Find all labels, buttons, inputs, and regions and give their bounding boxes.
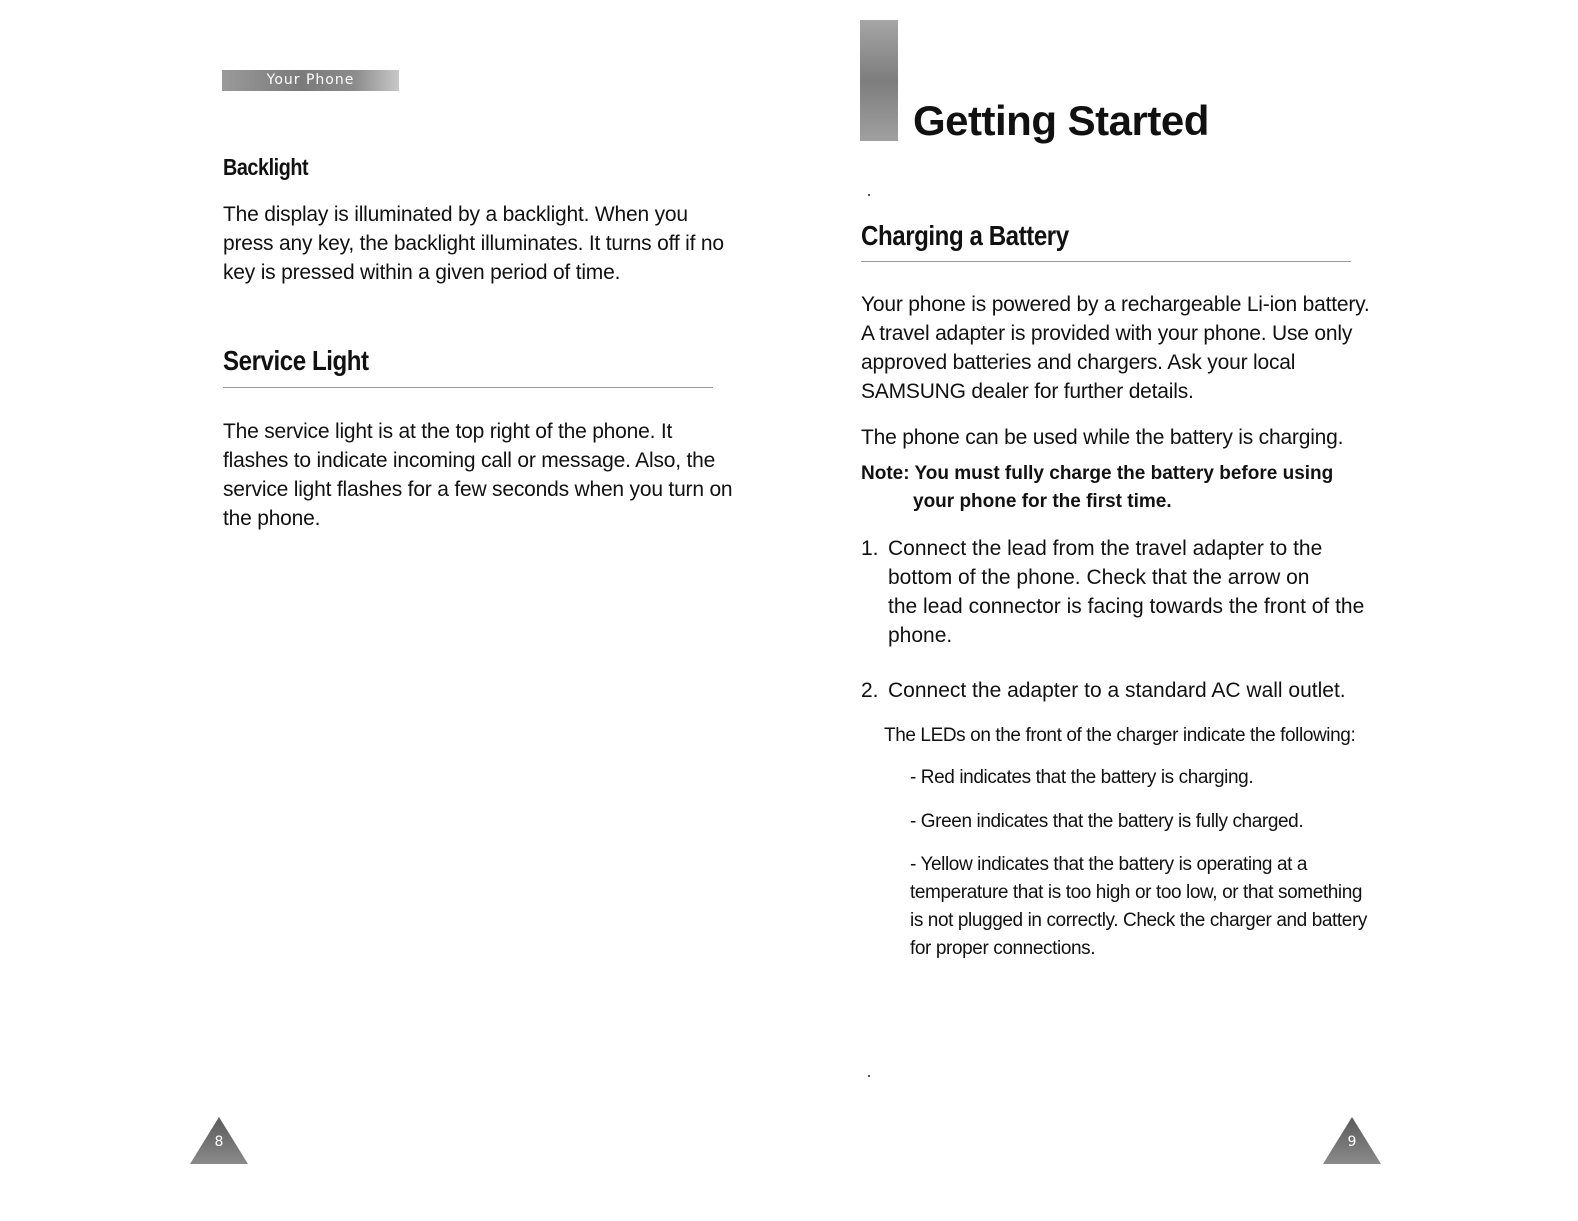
charging-heading: Charging a Battery (861, 220, 1069, 251)
scan-dot (868, 194, 870, 196)
backlight-line: The display is illuminated by a backlight. When you (223, 203, 688, 226)
led-red-line: - Red indicates that the battery is charging. (910, 767, 1254, 788)
scan-dot (868, 1075, 870, 1077)
page-number: 8 (214, 1134, 224, 1150)
step-number: 2. (861, 679, 879, 702)
note-text: You must fully charge the battery before using (914, 463, 1334, 484)
leds-intro (884, 722, 1355, 750)
led-red (910, 764, 1253, 792)
leds-intro-line: The LEDs on the front of the charger indicate the following: (884, 725, 1356, 746)
service-light-paragraph (223, 417, 732, 533)
service-light-line: the phone. (223, 507, 321, 530)
service-light-heading: Service Light (223, 345, 369, 376)
led-yellow (910, 851, 1367, 963)
led-yellow-line: temperature that is too high or too low, or that something (910, 882, 1363, 903)
page-number: 9 (1347, 1134, 1357, 1150)
step-number: 1. (861, 537, 879, 560)
charging-intro (861, 290, 1370, 406)
step-1 (861, 534, 1365, 650)
step-2 (861, 676, 1351, 706)
charging-intro-line: SAMSUNG dealer for further details. (861, 380, 1194, 403)
charging-intro-line: A travel adapter is provided with your phone. Use only (861, 322, 1353, 345)
note (861, 460, 1333, 516)
step-1-line: bottom of the phone. Check that the arrow on (888, 566, 1310, 589)
service-light-rule (223, 387, 713, 388)
led-green-line: - Green indicates that the battery is fully charged. (910, 811, 1304, 832)
chapter-title: Getting Started (913, 97, 1209, 144)
led-yellow-line: for proper connections. (910, 938, 1096, 959)
backlight-line: press any key, the backlight illuminates. It turns off if no (223, 232, 724, 255)
note-text-continued: your phone for the first time. (913, 491, 1172, 512)
service-light-line: service light flashes for a few seconds when you turn on (223, 478, 733, 501)
led-yellow-line: is not plugged in correctly. Check the charger and battery (910, 910, 1367, 931)
step-2-line: Connect the adapter to a standard AC wall outlet. (888, 679, 1346, 702)
led-green (910, 808, 1303, 836)
service-light-line: The service light is at the top right of the phone. It (223, 420, 673, 443)
charging-rule (861, 261, 1351, 262)
charging-intro-line: approved batteries and chargers. Ask your local (861, 351, 1296, 374)
backlight-paragraph (223, 200, 724, 287)
while-charging-line: The phone can be used while the battery is charging. (861, 426, 1344, 449)
backlight-heading: Backlight (223, 154, 309, 180)
service-light-line: flashes to indicate incoming call or message. Also, the (223, 449, 716, 472)
charging-intro-line: Your phone is powered by a rechargeable Li-ion battery. (861, 293, 1370, 316)
step-1-line: the lead connector is facing towards the front of the (888, 595, 1365, 618)
step-1-line: Connect the lead from the travel adapter to the (888, 537, 1323, 560)
step-1-line: phone. (888, 624, 953, 647)
section-tab: Your Phone (222, 70, 399, 91)
backlight-line: key is pressed within a given period of time. (223, 261, 621, 284)
while-charging-text (861, 423, 1343, 452)
note-label: Note: (861, 463, 910, 484)
chapter-bar (860, 20, 898, 141)
led-yellow-line: - Yellow indicates that the battery is operating at a (910, 854, 1308, 875)
